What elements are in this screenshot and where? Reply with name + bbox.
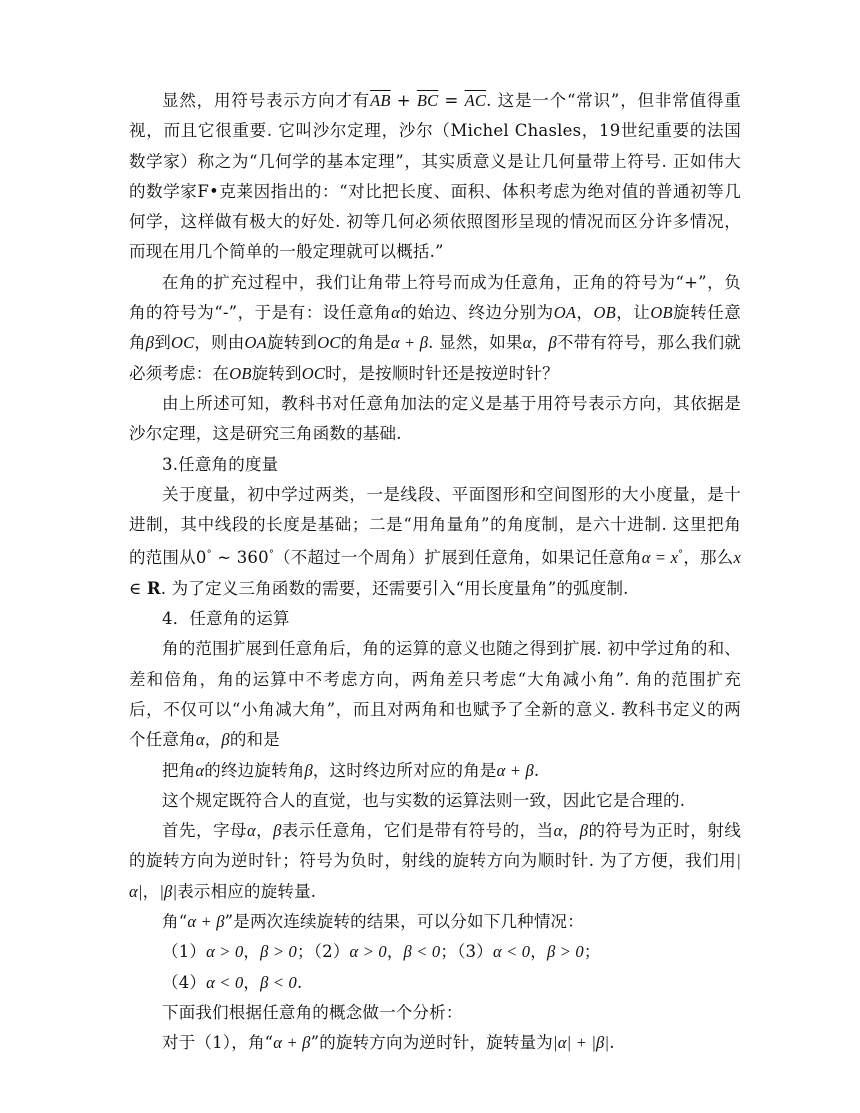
section-heading-measure bbox=[129, 450, 741, 480]
text-run: （4） bbox=[162, 972, 207, 992]
math-symbol: β bbox=[145, 333, 155, 353]
text-run: ； bbox=[583, 942, 601, 962]
text-run: ~ 360 bbox=[211, 548, 269, 568]
math-symbol: OC bbox=[317, 333, 341, 353]
math-symbol: α > 0 bbox=[349, 942, 387, 962]
paragraph-cases-intro bbox=[129, 907, 741, 937]
math-symbol: β bbox=[304, 760, 313, 780]
text-run: ， bbox=[255, 821, 274, 841]
text-run: ∈ bbox=[129, 578, 147, 598]
text-run: ”的旋转方向为逆时针，旋转量为 bbox=[310, 1033, 553, 1053]
text-run: . 为了定义三角函数的需要，还需要引入“用长度量角”的弧度制. bbox=[160, 578, 629, 598]
text-run: 对于（1），角“ bbox=[162, 1033, 274, 1053]
math-symbol: α bbox=[553, 821, 563, 841]
vector-symbol: $\overline{BC}$ bbox=[416, 91, 439, 110]
text-run: ， bbox=[386, 942, 404, 962]
text-run: 的符号为正时，射线的旋转方向为逆时针；符号为负时，射线的旋转方向为顺时针. 为了方便，我们用 bbox=[129, 821, 742, 871]
text-run: ， bbox=[142, 881, 160, 901]
math-symbol: α bbox=[522, 333, 532, 353]
text-run: . bbox=[533, 760, 540, 780]
math-symbol: α + β bbox=[496, 760, 534, 780]
math-symbol: α < 0 bbox=[492, 942, 531, 962]
text-run: . bbox=[609, 1033, 615, 1053]
text-run: 首先，字母 bbox=[162, 821, 247, 841]
text-run: 的始边、终边分别为 bbox=[399, 303, 554, 323]
paragraph-measure bbox=[129, 480, 741, 604]
math-symbol: α bbox=[391, 303, 400, 323]
text-run: ，这时终边所对应的角是 bbox=[312, 760, 497, 780]
text-run: ， bbox=[530, 942, 547, 962]
paragraph-summary bbox=[129, 389, 741, 450]
math-symbol: α + β bbox=[390, 333, 429, 353]
text-run: ， bbox=[562, 821, 580, 841]
math-symbol: α bbox=[195, 760, 205, 780]
text-run: ， bbox=[243, 942, 261, 962]
text-run: ， bbox=[204, 730, 222, 750]
math-symbol: α > 0 bbox=[206, 942, 244, 962]
text-run: ， bbox=[531, 333, 549, 353]
text-run: （1） bbox=[162, 942, 207, 962]
text-run: 角的范围扩展到任意角后，角的运算的意义也随之得到扩展. 初中学过角的和、差和倍角，角的运算中不考虑方向，两角差只考虑“大角减小角”. 角的范围扩充后，不仅可以“小角减大角”，而且对两角和也赋予了全新的意义. 教科书定义的两个任意角 bbox=[129, 639, 741, 750]
text-run: ；（2） bbox=[296, 942, 350, 962]
math-symbol: β bbox=[273, 821, 282, 841]
math-symbol: |β| bbox=[159, 881, 178, 901]
math-symbol: α + β bbox=[187, 912, 225, 932]
text-run: ”是两次连续旋转的结果，可以分如下几种情况： bbox=[224, 912, 584, 932]
math-symbol: β < 0 bbox=[403, 942, 441, 962]
text-run: 旋转任意角 bbox=[129, 303, 741, 353]
text-run: 3.任意角的度量 bbox=[162, 454, 279, 474]
text-run: ；（3） bbox=[440, 942, 493, 962]
text-run: ， bbox=[243, 972, 261, 992]
text-run: 时，是按顺时针还是按逆时针？ bbox=[325, 363, 559, 383]
math-symbol: β < 0 bbox=[260, 972, 297, 992]
text-run: （不超过一个周角）扩展到任意角，如果记任意角 bbox=[274, 548, 642, 568]
paragraph-reasonable bbox=[129, 786, 741, 816]
text-run: 这个规定既符合人的直觉，也与实数的运算法则一致，因此它是合理的. bbox=[162, 790, 686, 810]
text-run: 角“ bbox=[162, 912, 188, 932]
paragraph-analysis-intro bbox=[129, 998, 741, 1028]
math-symbol: α bbox=[195, 730, 205, 750]
math-symbol: β bbox=[548, 333, 557, 353]
math-symbol: x bbox=[733, 548, 742, 568]
text-run: 显然，用符号表示方向才有 bbox=[162, 91, 371, 110]
section-heading-operation bbox=[129, 604, 741, 634]
text-run: ，则由 bbox=[194, 333, 245, 353]
text-run: 的角是 bbox=[340, 333, 391, 353]
paragraph-direction bbox=[129, 816, 741, 907]
text-run: = bbox=[438, 91, 465, 110]
text-run: + bbox=[390, 91, 417, 110]
math-symbol: R bbox=[146, 578, 161, 598]
paragraph-operation bbox=[129, 634, 741, 755]
math-symbol: β > 0 bbox=[546, 942, 584, 962]
degree-symbol: ° bbox=[268, 549, 275, 561]
math-symbol: α < 0 bbox=[206, 972, 244, 992]
text-run: 旋转到 bbox=[251, 363, 302, 383]
paragraph-definition bbox=[129, 756, 741, 786]
math-symbol: OB bbox=[229, 363, 252, 383]
text-run: . 显然，如果 bbox=[428, 333, 523, 353]
text-run: ， bbox=[576, 303, 594, 323]
text-run: ，让 bbox=[615, 303, 651, 323]
math-symbol: OB bbox=[593, 303, 616, 323]
text-run: . bbox=[296, 972, 303, 992]
text-run: 关于度量，初中学过两类，一是线段、平面图形和空间图形的大小度量，是十进制，其中线段的长度是基础；二是“用角量角”的角度制，是六十进制. 这里把角的范围从0 bbox=[129, 484, 741, 568]
text-run: 的和是 bbox=[229, 730, 280, 750]
paragraph-case-1-analysis bbox=[129, 1028, 741, 1058]
paragraph-chasles-theorem bbox=[129, 86, 741, 268]
paragraph-case-4 bbox=[129, 968, 741, 998]
text-run: 到 bbox=[154, 333, 171, 353]
math-symbol: OB bbox=[650, 303, 673, 323]
text-run: ，那么 bbox=[683, 548, 734, 568]
text-run: 把角 bbox=[162, 760, 196, 780]
text-run: 由上所述可知，教科书对任意角加法的定义是基于用符号表示方向，其依据是沙尔定理，这是研究三角函数的基础. bbox=[129, 393, 741, 444]
math-symbol: |α| bbox=[129, 851, 741, 901]
text-run: 在角的扩充过程中，我们让角带上符号而成为任意角，正角的符号为“+”，负角的符号为“-”，于是有：设任意角 bbox=[129, 272, 741, 323]
paragraph-cases-1-3 bbox=[129, 937, 741, 967]
math-symbol: OC bbox=[301, 363, 326, 383]
text-run: 下面我们根据任意角的概念做一个分析： bbox=[162, 1002, 463, 1022]
text-run: 表示相应的旋转量. bbox=[177, 881, 317, 901]
text-run: 旋转到 bbox=[266, 333, 318, 353]
math-symbol: β bbox=[221, 730, 230, 750]
math-symbol: β > 0 bbox=[260, 942, 297, 962]
math-symbol: OC bbox=[170, 333, 195, 353]
text-run: 4．任意角的运算 bbox=[162, 609, 290, 629]
math-symbol: α + β bbox=[273, 1033, 311, 1053]
vector-symbol: $\overline{AC}$ bbox=[464, 91, 487, 110]
math-symbol: OA bbox=[553, 303, 577, 323]
text-run: 的终边旋转角 bbox=[204, 760, 305, 780]
vector-symbol: $\overline{AB}$ bbox=[370, 91, 391, 110]
degree-symbol: ° bbox=[206, 549, 212, 561]
text-run: . 这是一个“常识”，但非常值得重视，而且它很重要. 它叫沙尔定理，沙尔（Michel Chasles，19世纪重要的法国数学家）称之为“几何学的基本定理”，其实质意义是让几何量带上符号. 正如伟大的数学家F•克莱因指出的：“对比把长度、面积、体积考虑为绝对值的普通初等几何学，这样做有极大的好处. 初等几何必须依照图形呈现的情况而区分许多情况，而现在用几个简单的一般定理就可以概括.” bbox=[129, 91, 741, 262]
paragraph-signed-angles bbox=[129, 268, 741, 389]
math-symbol: α = x bbox=[641, 548, 679, 568]
math-symbol: OA bbox=[244, 333, 267, 353]
text-run: 不带有符号，那么我们就必须考虑：在 bbox=[129, 333, 742, 383]
text-run: 表示任意角，它们是带有符号的，当 bbox=[281, 821, 554, 841]
math-symbol: |α| + |β| bbox=[553, 1033, 610, 1053]
math-symbol: α bbox=[246, 821, 256, 841]
degree-symbol: ° bbox=[678, 549, 684, 561]
math-symbol: β bbox=[579, 821, 589, 841]
